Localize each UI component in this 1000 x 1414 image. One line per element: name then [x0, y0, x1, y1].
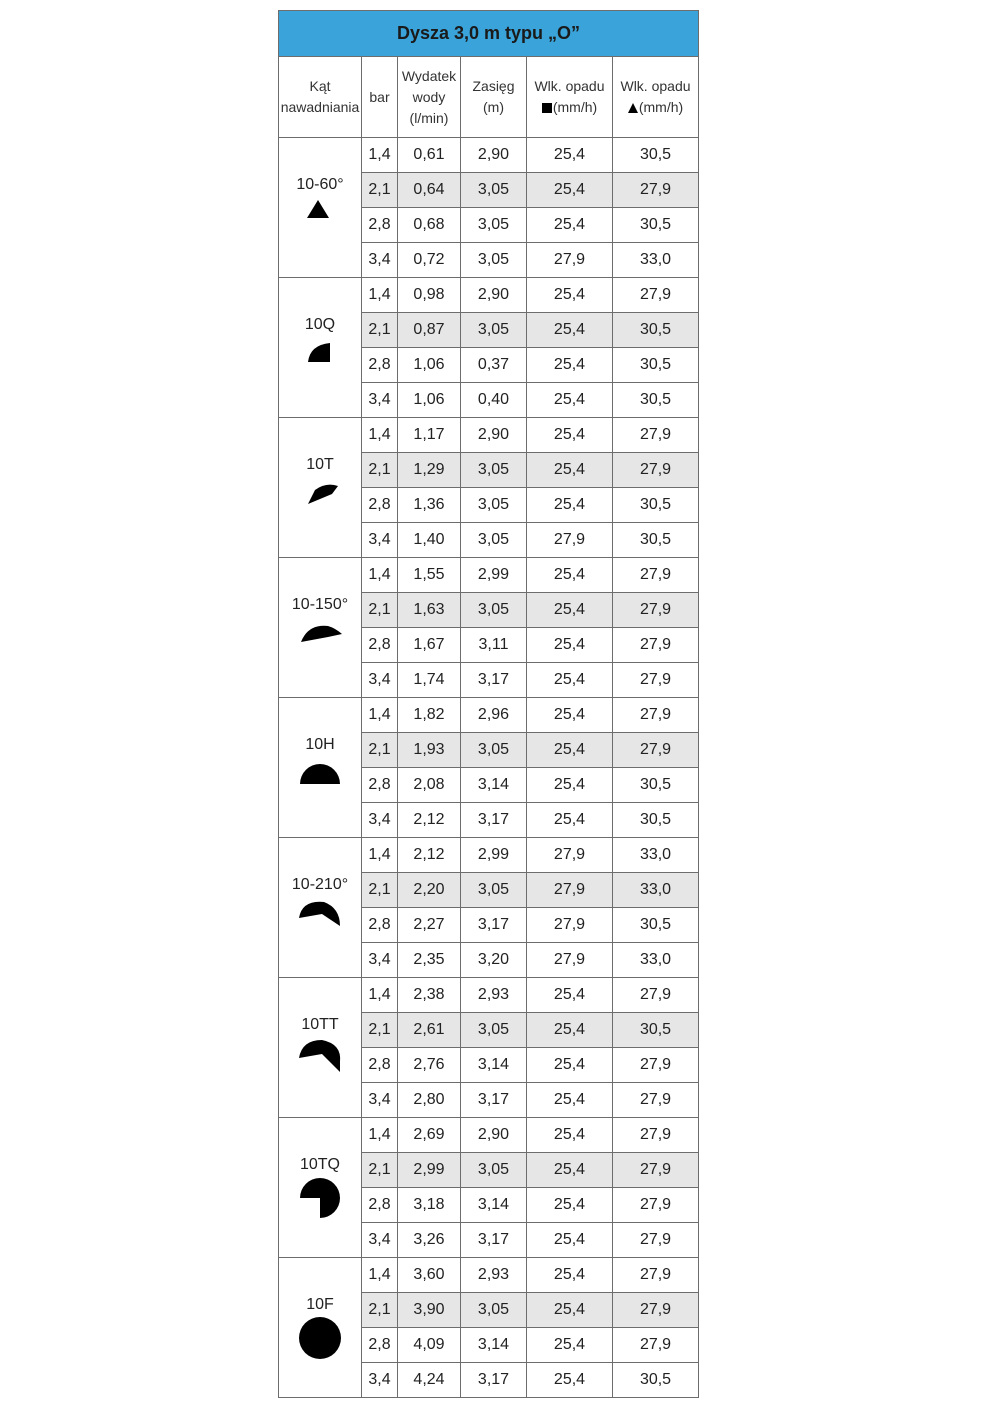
- precip-triangle-value: 27,9: [613, 1293, 699, 1328]
- range-value: 3,17: [461, 663, 527, 698]
- range-value: 2,93: [461, 1258, 527, 1293]
- precip-triangle-value: 27,9: [613, 453, 699, 488]
- flow-value: 2,12: [398, 803, 461, 838]
- precip-square-value: 27,9: [527, 838, 613, 873]
- range-value: 3,05: [461, 523, 527, 558]
- precip-square-value: 25,4: [527, 593, 613, 628]
- precip-square-value: 25,4: [527, 313, 613, 348]
- table-row: [279, 1118, 699, 1153]
- range-value: 3,17: [461, 1083, 527, 1118]
- bar-value: 1,4: [362, 558, 398, 593]
- range-value: 2,90: [461, 138, 527, 173]
- precip-triangle-value: 27,9: [613, 1328, 699, 1363]
- angle-label: 10-60°: [296, 175, 344, 193]
- precip-square-value: 25,4: [527, 1118, 613, 1153]
- header-precip-triangle-unit: (mm/h): [638, 99, 684, 115]
- two-thirds-circle-icon: [298, 1036, 342, 1080]
- bar-value: 2,8: [362, 488, 398, 523]
- flow-value: 4,09: [398, 1328, 461, 1363]
- precip-triangle-value: 27,9: [613, 418, 699, 453]
- quarter-circle-icon: [298, 336, 342, 380]
- flow-value: 3,18: [398, 1188, 461, 1223]
- bar-value: 3,4: [362, 243, 398, 278]
- precip-square-value: 27,9: [527, 908, 613, 943]
- header-precip-triangle-line-1: Wlk. opadu: [620, 78, 691, 94]
- flow-value: 0,72: [398, 243, 461, 278]
- header-precip-square-line-2: [527, 97, 612, 118]
- table-row: [279, 1258, 699, 1293]
- flow-value: 2,12: [398, 838, 461, 873]
- precip-square-value: 27,9: [527, 943, 613, 978]
- angle-cell: [279, 138, 362, 278]
- precip-square-value: 25,4: [527, 628, 613, 663]
- bar-value: 3,4: [362, 943, 398, 978]
- precip-triangle-value: 27,9: [613, 628, 699, 663]
- header-precip-triangle: [613, 57, 699, 138]
- bar-value: 2,8: [362, 1048, 398, 1083]
- precip-triangle-value: 27,9: [613, 733, 699, 768]
- precip-triangle-value: 30,5: [613, 383, 699, 418]
- flow-value: 2,38: [398, 978, 461, 1013]
- precip-square-value: 27,9: [527, 243, 613, 278]
- precip-triangle-value: 30,5: [613, 1013, 699, 1048]
- header-precip-square-unit: (mm/h): [552, 99, 598, 115]
- precip-triangle-value: 27,9: [613, 278, 699, 313]
- header-flow-line-2: wody: [412, 88, 446, 105]
- flow-value: 1,06: [398, 348, 461, 383]
- angle-label: 10-150°: [291, 595, 349, 613]
- full-circle-icon: [298, 1316, 342, 1360]
- precip-triangle-value: 27,9: [613, 1223, 699, 1258]
- precip-triangle-value: 33,0: [613, 838, 699, 873]
- flow-value: 2,76: [398, 1048, 461, 1083]
- bar-value: 3,4: [362, 663, 398, 698]
- range-value: 3,14: [461, 768, 527, 803]
- flow-value: 1,82: [398, 698, 461, 733]
- bar-value: 2,8: [362, 908, 398, 943]
- range-value: 2,90: [461, 278, 527, 313]
- flow-value: 1,93: [398, 733, 461, 768]
- flow-value: 1,06: [398, 383, 461, 418]
- flow-value: 2,35: [398, 943, 461, 978]
- bar-value: 3,4: [362, 383, 398, 418]
- angle-label: 10TT: [301, 1015, 339, 1033]
- precip-square-value: 25,4: [527, 1153, 613, 1188]
- precip-square-value: 25,4: [527, 1293, 613, 1328]
- bar-value: 2,1: [362, 1013, 398, 1048]
- precip-square-value: 25,4: [527, 1328, 613, 1363]
- range-value: 3,14: [461, 1328, 527, 1363]
- range-value: 2,90: [461, 1118, 527, 1153]
- header-precip-triangle-line-2: [613, 97, 698, 118]
- bar-value: 2,1: [362, 1293, 398, 1328]
- range-value: 3,05: [461, 1153, 527, 1188]
- header-angle: [279, 57, 362, 138]
- bar-value: 2,8: [362, 1328, 398, 1363]
- precip-triangle-value: 27,9: [613, 978, 699, 1013]
- precip-triangle-value: 27,9: [613, 1188, 699, 1223]
- angle-cell: [279, 1118, 362, 1258]
- flow-value: 2,27: [398, 908, 461, 943]
- header-angle-line-2: nawadniania: [280, 99, 360, 115]
- precip-square-value: 25,4: [527, 1223, 613, 1258]
- precip-square-value: 25,4: [527, 978, 613, 1013]
- bar-value: 3,4: [362, 803, 398, 838]
- bar-value: 1,4: [362, 278, 398, 313]
- table-row: [279, 698, 699, 733]
- precip-square-value: 25,4: [527, 768, 613, 803]
- range-value: 3,17: [461, 803, 527, 838]
- range-value: 3,05: [461, 593, 527, 628]
- precip-triangle-value: 27,9: [613, 558, 699, 593]
- header-precip-square-line-1: Wlk. opadu: [534, 78, 605, 94]
- precip-square-value: 25,4: [527, 1083, 613, 1118]
- flow-value: 1,67: [398, 628, 461, 663]
- precip-square-value: 25,4: [527, 278, 613, 313]
- precip-triangle-value: 27,9: [613, 173, 699, 208]
- precip-triangle-value: 30,5: [613, 908, 699, 943]
- arc-210-icon: [298, 896, 342, 940]
- header-angle-line-1: Kąt: [309, 78, 331, 94]
- flow-value: 4,24: [398, 1363, 461, 1398]
- precip-triangle-value: 27,9: [613, 1118, 699, 1153]
- bar-value: 3,4: [362, 523, 398, 558]
- three-quarter-circle-icon: [298, 1176, 342, 1220]
- bar-value: 2,8: [362, 348, 398, 383]
- precip-square-value: 25,4: [527, 558, 613, 593]
- bar-value: 2,1: [362, 733, 398, 768]
- angle-label: 10F: [306, 1295, 334, 1313]
- header-bar: bar: [362, 57, 398, 138]
- table-row: [279, 278, 699, 313]
- flow-value: 2,08: [398, 768, 461, 803]
- bar-value: 2,8: [362, 208, 398, 243]
- precip-square-value: 25,4: [527, 733, 613, 768]
- range-value: 2,99: [461, 558, 527, 593]
- precip-square-value: 25,4: [527, 418, 613, 453]
- table-title: Dysza 3,0 m typu „O”: [279, 11, 699, 57]
- table-row: [279, 138, 699, 173]
- angle-label: 10-210°: [291, 875, 349, 893]
- bar-value: 2,1: [362, 1153, 398, 1188]
- precip-triangle-value: 30,5: [613, 208, 699, 243]
- bar-value: 1,4: [362, 138, 398, 173]
- precip-square-value: 25,4: [527, 173, 613, 208]
- angle-label: 10H: [305, 735, 335, 753]
- precip-square-value: 25,4: [527, 698, 613, 733]
- range-value: 3,05: [461, 313, 527, 348]
- range-value: 3,17: [461, 1223, 527, 1258]
- header-precip-square: [527, 57, 613, 138]
- arc-60-icon: [298, 196, 342, 240]
- precip-square-value: 25,4: [527, 663, 613, 698]
- angle-cell: [279, 698, 362, 838]
- flow-value: 0,61: [398, 138, 461, 173]
- range-value: 2,96: [461, 698, 527, 733]
- range-value: 2,99: [461, 838, 527, 873]
- range-value: 3,20: [461, 943, 527, 978]
- flow-value: 2,20: [398, 873, 461, 908]
- precip-square-value: 25,4: [527, 1013, 613, 1048]
- precip-square-value: 25,4: [527, 348, 613, 383]
- flow-value: 1,74: [398, 663, 461, 698]
- precip-triangle-value: 33,0: [613, 243, 699, 278]
- range-value: 3,05: [461, 733, 527, 768]
- range-value: 3,14: [461, 1188, 527, 1223]
- bar-value: 2,1: [362, 313, 398, 348]
- range-value: 3,05: [461, 243, 527, 278]
- bar-value: 2,1: [362, 873, 398, 908]
- range-value: 3,17: [461, 908, 527, 943]
- angle-cell: [279, 978, 362, 1118]
- half-circle-icon: [298, 756, 342, 800]
- range-value: 2,90: [461, 418, 527, 453]
- header-range: [461, 57, 527, 138]
- flow-value: 1,55: [398, 558, 461, 593]
- precip-square-value: 25,4: [527, 1188, 613, 1223]
- bar-value: 1,4: [362, 1258, 398, 1293]
- range-value: 3,14: [461, 1048, 527, 1083]
- bar-value: 2,1: [362, 173, 398, 208]
- precip-triangle-value: 27,9: [613, 1083, 699, 1118]
- flow-value: 2,80: [398, 1083, 461, 1118]
- precip-square-value: 25,4: [527, 1363, 613, 1398]
- range-value: 0,40: [461, 383, 527, 418]
- flow-value: 3,90: [398, 1293, 461, 1328]
- range-value: 3,05: [461, 173, 527, 208]
- angle-label: 10TQ: [299, 1155, 340, 1173]
- precip-square-value: 25,4: [527, 453, 613, 488]
- precip-square-value: 25,4: [527, 383, 613, 418]
- precip-square-value: 25,4: [527, 138, 613, 173]
- header-flow-line-1: Wydatek: [401, 67, 457, 84]
- header-flow: [398, 57, 461, 138]
- flow-value: 1,36: [398, 488, 461, 523]
- bar-value: 1,4: [362, 978, 398, 1013]
- precip-square-value: 25,4: [527, 208, 613, 243]
- precip-square-value: 25,4: [527, 803, 613, 838]
- precip-triangle-value: 30,5: [613, 523, 699, 558]
- precip-triangle-value: 30,5: [613, 768, 699, 803]
- bar-value: 2,8: [362, 768, 398, 803]
- triangle-icon: [628, 103, 638, 113]
- header-flow-line-3: (l/min): [409, 109, 449, 126]
- bar-value: 2,8: [362, 628, 398, 663]
- flow-value: 1,29: [398, 453, 461, 488]
- range-value: 3,05: [461, 1293, 527, 1328]
- flow-value: 1,40: [398, 523, 461, 558]
- bar-value: 1,4: [362, 1118, 398, 1153]
- flow-value: 3,60: [398, 1258, 461, 1293]
- precip-square-value: 25,4: [527, 1258, 613, 1293]
- angle-cell: [279, 558, 362, 698]
- bar-value: 2,8: [362, 1188, 398, 1223]
- range-value: 3,05: [461, 453, 527, 488]
- precip-triangle-value: 27,9: [613, 698, 699, 733]
- flow-value: 1,17: [398, 418, 461, 453]
- flow-value: 0,87: [398, 313, 461, 348]
- flow-value: 2,69: [398, 1118, 461, 1153]
- nozzle-spec-table: [278, 10, 699, 1398]
- precip-triangle-value: 27,9: [613, 1048, 699, 1083]
- precip-triangle-value: 30,5: [613, 1363, 699, 1398]
- precip-triangle-value: 27,9: [613, 1153, 699, 1188]
- header-range-line-2: (m): [483, 99, 504, 115]
- precip-triangle-value: 33,0: [613, 873, 699, 908]
- precip-square-value: 25,4: [527, 488, 613, 523]
- angle-cell: [279, 838, 362, 978]
- angle-label: 10T: [306, 455, 334, 473]
- angle-label: 10Q: [304, 315, 336, 333]
- flow-value: 2,61: [398, 1013, 461, 1048]
- range-value: 3,11: [461, 628, 527, 663]
- table-body: [279, 138, 699, 1398]
- angle-cell: [279, 418, 362, 558]
- bar-value: 2,1: [362, 593, 398, 628]
- table-row: [279, 558, 699, 593]
- flow-value: 0,98: [398, 278, 461, 313]
- table-row: [279, 418, 699, 453]
- bar-value: 1,4: [362, 838, 398, 873]
- table-row: [279, 978, 699, 1013]
- range-value: 3,05: [461, 873, 527, 908]
- range-value: 2,93: [461, 978, 527, 1013]
- precip-triangle-value: 30,5: [613, 488, 699, 523]
- precip-triangle-value: 27,9: [613, 1258, 699, 1293]
- flow-value: 0,64: [398, 173, 461, 208]
- bar-value: 2,1: [362, 453, 398, 488]
- flow-value: 1,63: [398, 593, 461, 628]
- precip-square-value: 25,4: [527, 1048, 613, 1083]
- angle-cell: [279, 278, 362, 418]
- table-row: [279, 838, 699, 873]
- third-circle-icon: [298, 476, 342, 520]
- flow-value: 2,99: [398, 1153, 461, 1188]
- flow-value: 3,26: [398, 1223, 461, 1258]
- precip-triangle-value: 30,5: [613, 313, 699, 348]
- precip-triangle-value: 27,9: [613, 663, 699, 698]
- precip-triangle-value: 33,0: [613, 943, 699, 978]
- range-value: 3,05: [461, 208, 527, 243]
- bar-value: 1,4: [362, 698, 398, 733]
- range-value: 3,05: [461, 488, 527, 523]
- bar-value: 3,4: [362, 1363, 398, 1398]
- precip-triangle-value: 30,5: [613, 803, 699, 838]
- precip-square-value: 27,9: [527, 873, 613, 908]
- header-range-line-1: Zasięg: [472, 78, 515, 94]
- arc-150-icon: [298, 616, 342, 660]
- precip-triangle-value: 27,9: [613, 593, 699, 628]
- range-value: 0,37: [461, 348, 527, 383]
- bar-value: 3,4: [362, 1083, 398, 1118]
- flow-value: 0,68: [398, 208, 461, 243]
- range-value: 3,17: [461, 1363, 527, 1398]
- bar-value: 3,4: [362, 1223, 398, 1258]
- precip-square-value: 27,9: [527, 523, 613, 558]
- bar-value: 1,4: [362, 418, 398, 453]
- precip-triangle-value: 30,5: [613, 138, 699, 173]
- range-value: 3,05: [461, 1013, 527, 1048]
- precip-triangle-value: 30,5: [613, 348, 699, 383]
- angle-cell: [279, 1258, 362, 1398]
- square-icon: [542, 103, 552, 113]
